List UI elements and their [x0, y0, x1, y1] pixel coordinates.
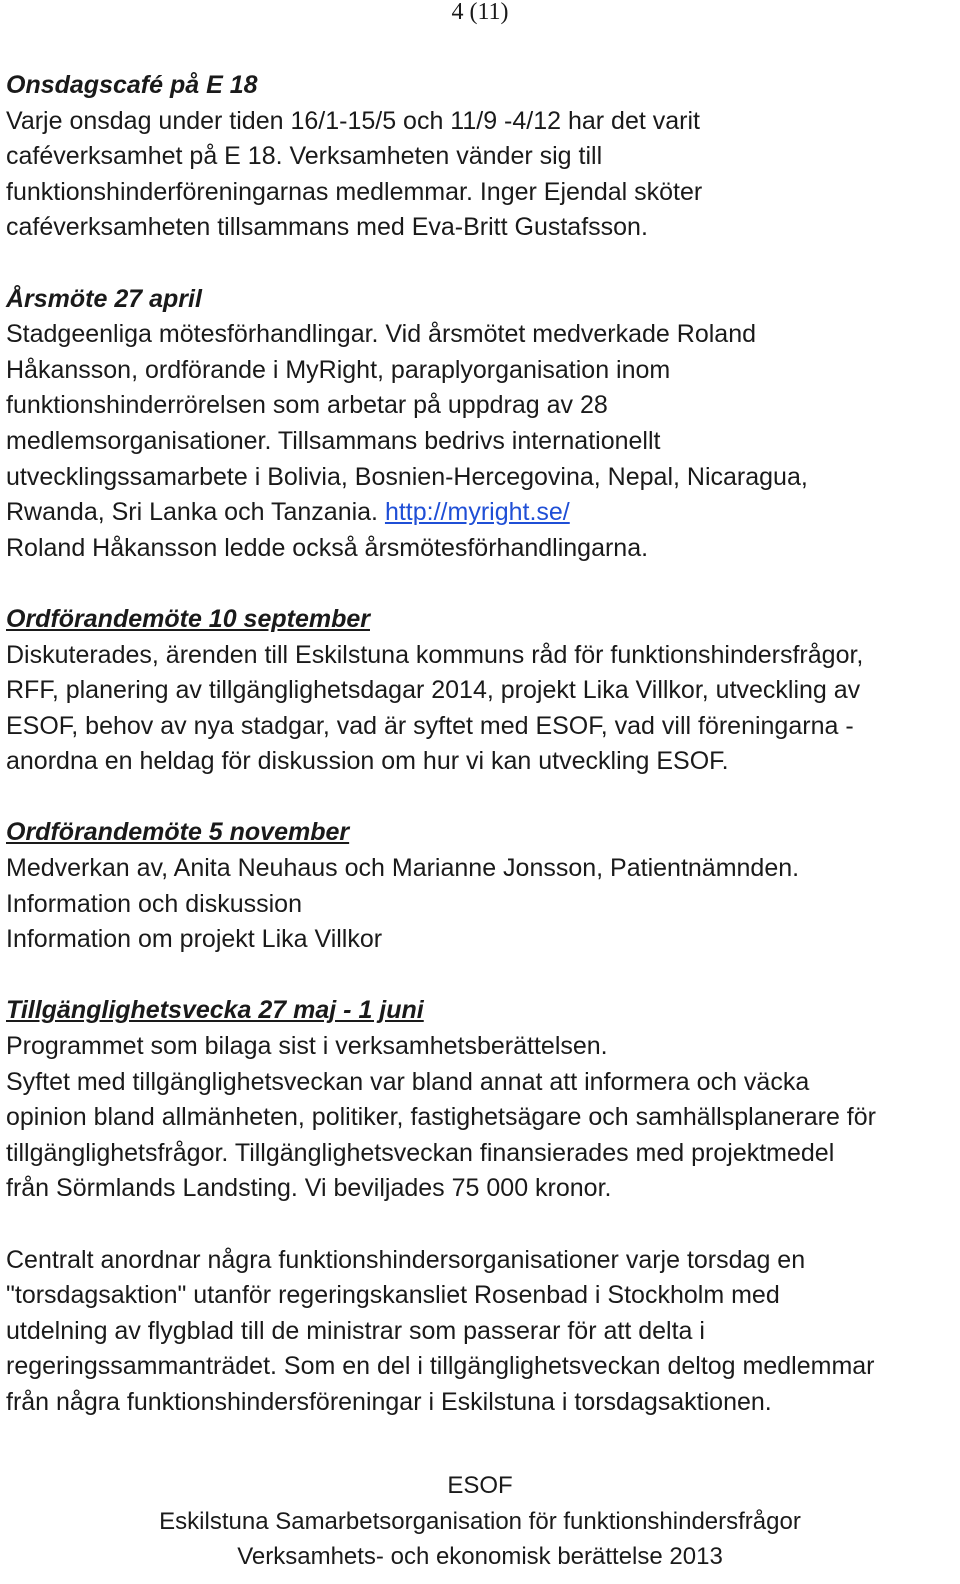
document-body	[6, 68, 956, 1421]
section-arsmote	[6, 282, 956, 567]
footer-org-abbrev: ESOF	[447, 1472, 513, 1499]
paragraph-line: från några funktionshindersföreningar i Eskilstuna i torsdagsaktionen.	[6, 1387, 772, 1416]
paragraph-line: Information om projekt Lika Villkor	[6, 925, 383, 954]
paragraph-line: medlemsorganisationer. Tillsammans bedrivs internationellt	[6, 426, 661, 455]
paragraph-line: anordna en heldag för diskussion om hur vi kan utveckling ESOF.	[6, 747, 729, 776]
paragraph-line: Syftet med tillgänglighetsveckan var bland annat att informera och väcka	[6, 1067, 810, 1096]
link-prefix-text: Rwanda, Sri Lanka och Tanzania.	[6, 498, 385, 527]
footer-report-title: Verksamhets- och ekonomisk berättelse 2013	[237, 1543, 723, 1571]
paragraph-line: RFF, planering av tillgänglighetsdagar 2014, projekt Lika Villkor, utveckling av	[6, 676, 861, 705]
footer-org-name: Eskilstuna Samarbetsorganisation för funktionshindersfrågor	[159, 1507, 801, 1535]
paragraph-line: tillgänglighetsfrågor. Tillgänglighetsveckan finansierades med projektmedel	[6, 1138, 835, 1167]
paragraph-line: Roland Håkansson ledde också årsmötesförhandlingarna.	[6, 533, 649, 562]
section-heading: Årsmöte 27 april	[6, 284, 202, 313]
paragraph-line: Varje onsdag under tiden 16/1-15/5 och 11/9 -4/12 har det varit	[6, 106, 700, 135]
section-ordforandemote-september	[6, 602, 956, 780]
section-heading: Ordförandemöte 10 september	[6, 604, 370, 633]
paragraph-line-with-link	[6, 495, 956, 531]
spacer	[6, 780, 956, 816]
paragraph-line: "torsdagsaktion" utanför regeringskansliet Rosenbad i Stockholm med	[6, 1281, 780, 1310]
spacer	[6, 1207, 956, 1243]
paragraph-line: caféverksamheten tillsammans med Eva-Britt Gustafsson.	[6, 213, 648, 242]
paragraph-line: från Sörmlands Landsting. Vi beviljades 75 000 kronor.	[6, 1174, 612, 1203]
paragraph-line: ESOF, behov av nya stadgar, vad är syftet med ESOF, vad vill föreningarna -	[6, 711, 854, 740]
section-heading: Tillgänglighetsvecka 27 maj - 1 juni	[6, 996, 424, 1025]
paragraph-line: utdelning av flygblad till de ministrar som passerar för att delta i	[6, 1316, 705, 1345]
section-ordforandemote-november	[6, 815, 956, 957]
paragraph-line: Centralt anordnar några funktionshindersorganisationer varje torsdag en	[6, 1245, 806, 1274]
section-tillganglighetsvecka	[6, 993, 956, 1420]
page-number: 4 (11)	[451, 0, 509, 25]
paragraph-line: Information och diskussion	[6, 889, 302, 918]
myright-link[interactable]: http://myright.se/	[384, 498, 570, 527]
paragraph-line: Håkansson, ordförande i MyRight, paraplyorganisation inom	[6, 355, 671, 384]
spacer	[6, 958, 956, 994]
paragraph-line: funktionshinderrörelsen som arbetar på uppdrag av 28	[6, 391, 608, 420]
spacer	[6, 246, 956, 282]
paragraph-line: Stadgeenliga mötesförhandlingar. Vid årsmötet medverkade Roland	[6, 320, 756, 349]
page-footer	[0, 1468, 960, 1575]
paragraph-line: regeringssammanträdet. Som en del i tillgänglighetsveckan deltog medlemmar	[6, 1352, 875, 1381]
paragraph-line: utvecklingssamarbete i Bolivia, Bosnien-Hercegovina, Nepal, Nicaragua,	[6, 462, 808, 491]
spacer	[6, 566, 956, 602]
paragraph-line: Diskuterades, ärenden till Eskilstuna kommuns råd för funktionshindersfrågor,	[6, 640, 864, 669]
paragraph-line: opinion bland allmänheten, politiker, fastighetsägare och samhällsplanerare för	[6, 1103, 876, 1132]
section-onsdagscafe	[6, 68, 956, 246]
paragraph-line: Medverkan av, Anita Neuhaus och Marianne Jonsson, Patientnämnden.	[6, 854, 800, 883]
section-heading: Onsdagscafé på E 18	[6, 71, 258, 99]
section-heading: Ordförandemöte 5 november	[6, 818, 350, 847]
paragraph-line: funktionshinderföreningarnas medlemmar. Inger Ejendal sköter	[6, 177, 703, 206]
paragraph-line: Programmet som bilaga sist i verksamhetsberättelsen.	[6, 1032, 608, 1061]
paragraph-line: caféverksamhet på E 18. Verksamheten vänder sig till	[6, 142, 603, 171]
